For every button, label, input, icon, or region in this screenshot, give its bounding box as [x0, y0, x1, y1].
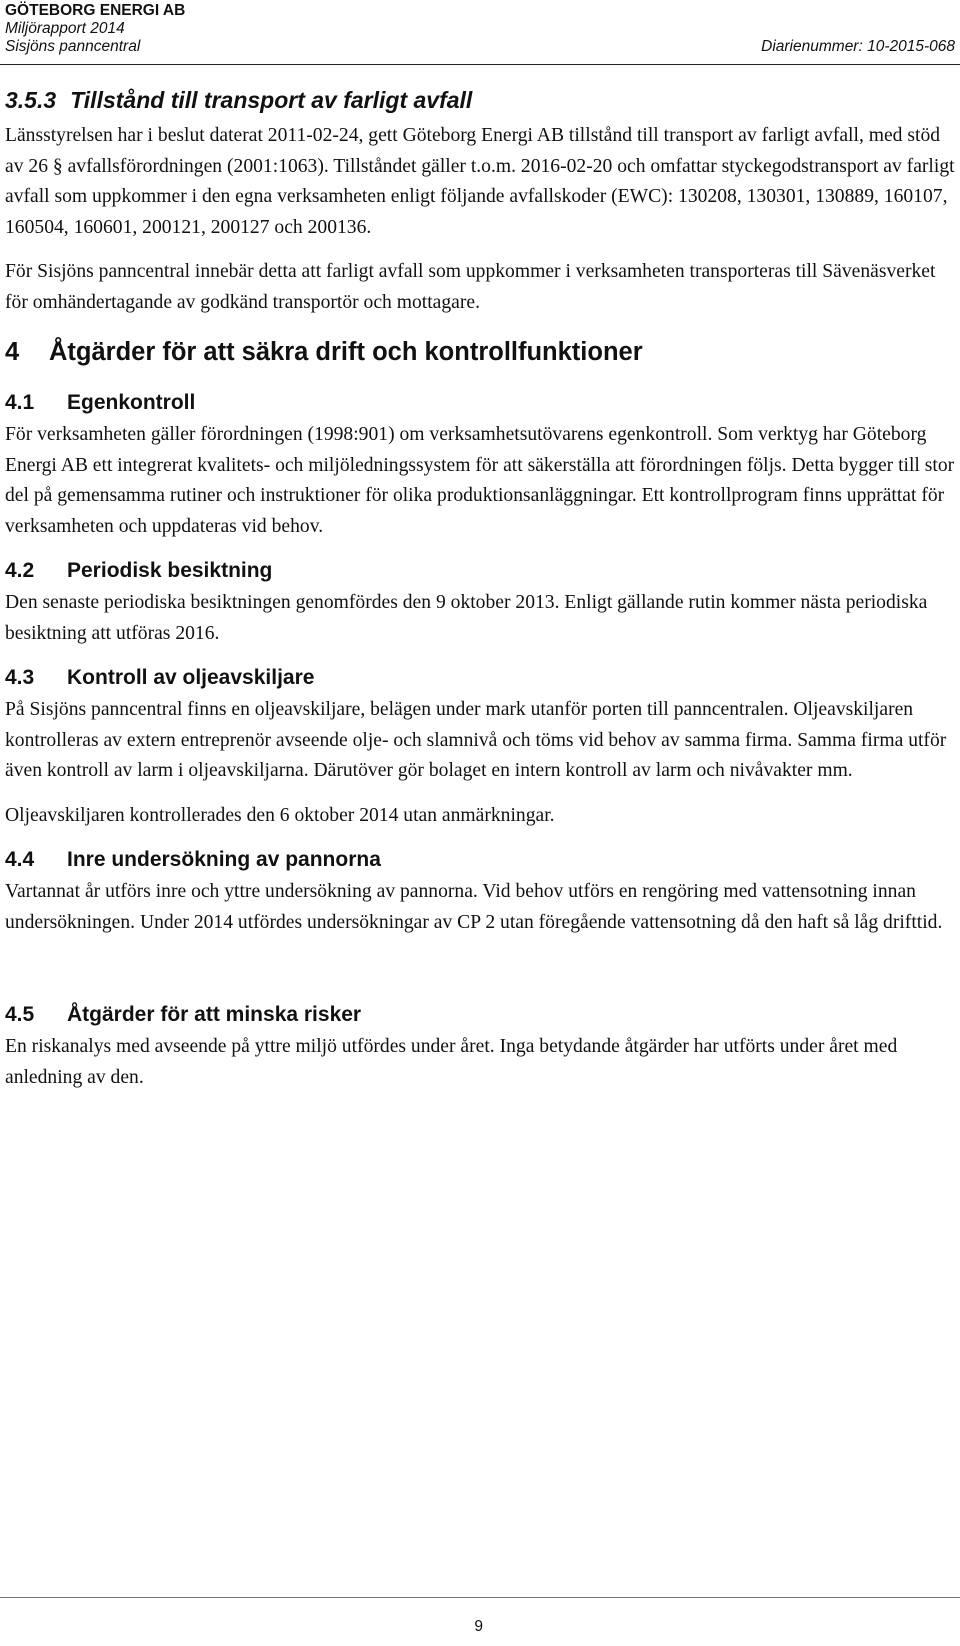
page-content [5, 85, 955, 1107]
chapter-number: 4 [5, 338, 20, 366]
paragraph: Vartannat år utförs inre och yttre undersökning av pannorna. Vid behov utförs en rengöring med vattensotning innan undersökningen. Under 2014 utfördes undersökningar av CP 2 utan föregående vattensotning då den haft så låg drifttid. [5, 881, 943, 933]
paragraph: För Sisjöns panncentral innebär detta att farligt avfall som uppkommer i verksamheten transporteras till Sävenäsverket för omhändertagande av godkänd transportör och mottagare. [5, 261, 936, 313]
paragraph: Oljeavskiljaren kontrollerades den 6 oktober 2014 utan anmärkningar. [5, 804, 555, 826]
section-heading [5, 663, 955, 693]
section-3-5-3 [5, 85, 955, 318]
section-4-1 [5, 388, 955, 542]
header-divider [0, 64, 960, 65]
paragraph: Den senaste periodiska besiktningen genomfördes den 9 oktober 2013. Enligt gällande rutin kommer nästa periodiska besiktning att utföras 2016. [5, 592, 928, 644]
paragraph: En riskanalys med avseende på yttre miljö utfördes under året. Inga betydande åtgärder har utförts under året med anledning av den. [5, 1036, 898, 1088]
section-heading [5, 845, 955, 875]
section-title: Tillstånd till transport av farligt avfall [70, 87, 473, 113]
paragraph: Länsstyrelsen har i beslut daterat 2011-02-24, gett Göteborg Energi AB tillstånd till transport av farligt avfall, med stöd av 26 § avfallsförordningen (2001:1063). Tillståndet gäller t.o.m. 2016-02-20 och omfattar styckegodstransport av farligt avfall som uppkommer i den egna verksamheten enligt följande avfallskoder (EWC): 130208, 130301, 130889, 160107, 160504, 160601, 200121, 200127 och 200136. [5, 125, 955, 238]
section-number: 4.3 [5, 666, 35, 689]
section-heading [5, 1000, 955, 1030]
header-site: Sisjöns panncentral [5, 38, 141, 55]
chapter-title: Åtgärder för att säkra drift och kontrollfunktioner [49, 338, 643, 366]
section-number: 4.2 [5, 559, 35, 582]
header-org: GÖTEBORG ENERGI AB [5, 2, 186, 19]
header-diary-number: Diarienummer: 10-2015-068 [761, 38, 955, 55]
section-number: 3.5.3 [5, 87, 57, 113]
section-title: Inre undersökning av pannorna [67, 848, 381, 871]
section-number: 4.1 [5, 391, 35, 414]
section-title: Kontroll av oljeavskiljare [67, 666, 315, 689]
chapter-heading [5, 334, 955, 370]
header-row [5, 38, 955, 56]
section-heading [5, 556, 955, 586]
section-title: Åtgärder för att minska risker [67, 1003, 362, 1026]
page-number: 9 [474, 1618, 483, 1635]
paragraph: På Sisjöns panncentral finns en oljeavskiljare, belägen under mark utanför porten till panncentralen. Oljeavskiljaren kontrolleras av extern entreprenör avseende olje- och slamnivå och töms vid behov av samma firma. Samma firma utför även kontroll av larm i oljeavskiljarna. Därutöver gör bolaget en intern kontroll av larm och nivåvakter mm. [5, 699, 947, 781]
section-number: 4.4 [5, 848, 35, 871]
header-report: Miljörapport 2014 [5, 20, 125, 37]
page-header [5, 2, 955, 56]
paragraph: För verksamheten gäller förordningen (1998:901) om verksamhetsutövarens egenkontroll. Som verktyg har Göteborg Energi AB ett integrerat kvalitets- och miljöledningssystem för att säkerställa att förordningen följs. Detta bygger till stor del på gemensamma rutiner och instruktioner för olika produktionsanläggningar. Ett kontrollprogram finns upprättat för verksamheten och uppdateras vid behov. [5, 424, 955, 537]
section-4-4 [5, 845, 955, 938]
section-4-2 [5, 556, 955, 649]
section-heading [5, 85, 955, 115]
section-4-5 [5, 1000, 955, 1093]
footer-divider [0, 1597, 960, 1598]
section-title: Egenkontroll [67, 391, 196, 414]
section-number: 4.5 [5, 1003, 35, 1026]
section-heading [5, 388, 955, 418]
section-title: Periodisk besiktning [67, 559, 273, 582]
section-4-3 [5, 663, 955, 831]
spacer [5, 952, 955, 992]
